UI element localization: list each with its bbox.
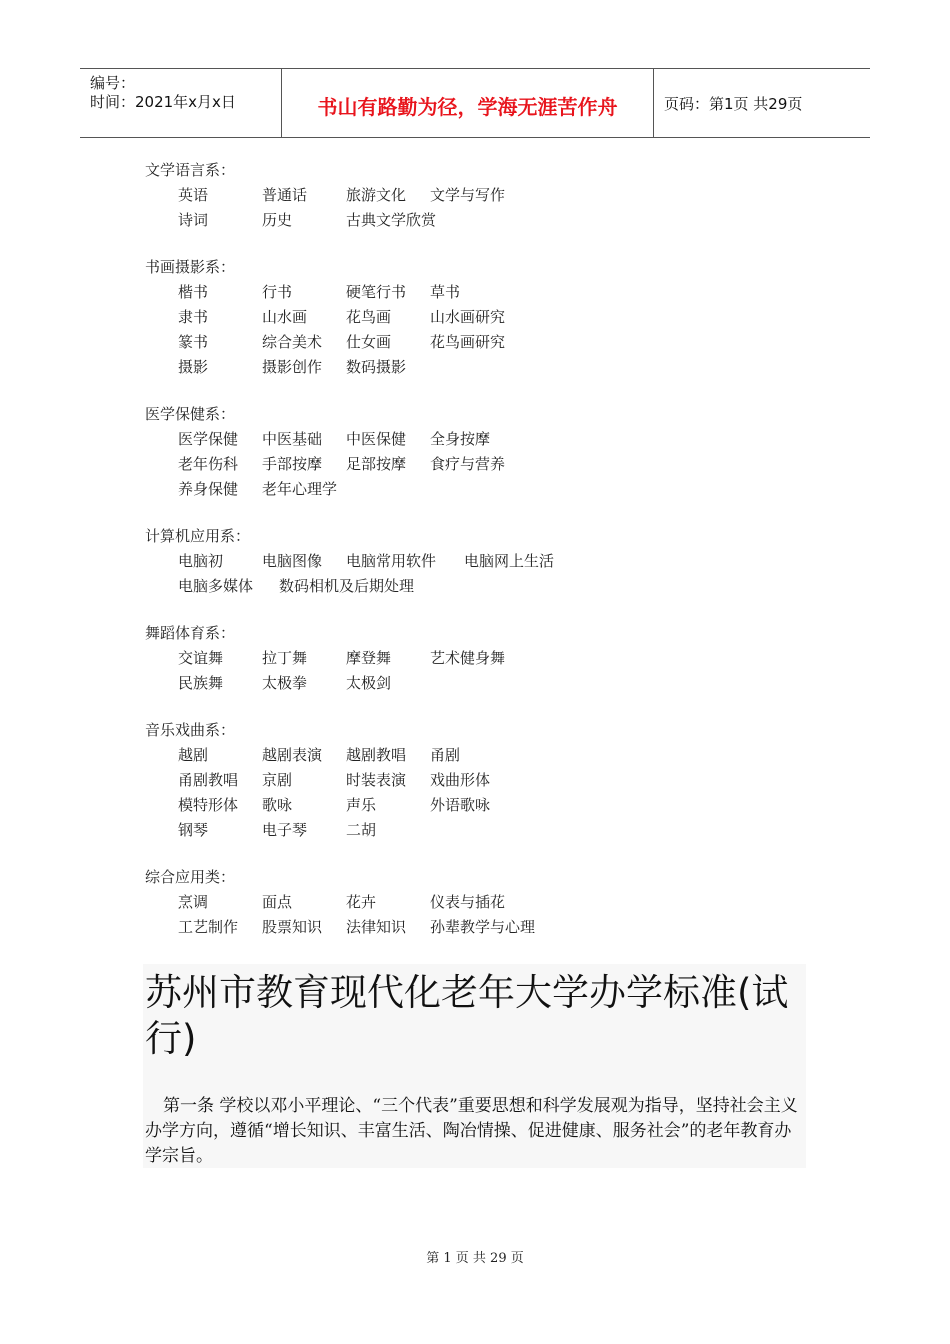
course-row	[145, 477, 815, 502]
course-name: 电脑图像	[262, 552, 323, 570]
department-section	[145, 865, 815, 940]
main-title: 苏州市教育现代化老年大学办学标准(试行)	[145, 971, 789, 1060]
document-date: 时间：2021年x月x日	[90, 93, 236, 111]
course-name: 太极剑	[346, 674, 392, 692]
course-row	[145, 280, 815, 305]
department-title: 文学语言系：	[145, 161, 236, 179]
course-name: 旅游文化	[346, 186, 407, 204]
course-name: 民族舞	[178, 674, 224, 692]
department-title: 音乐戏曲系：	[145, 721, 236, 739]
course-row	[145, 915, 815, 940]
course-row	[145, 427, 815, 452]
page-footer: 第 1 页 共 29 页	[426, 1251, 524, 1266]
department-section	[145, 255, 815, 380]
course-name: 诗词	[178, 211, 209, 229]
course-name: 山水画研究	[430, 308, 506, 326]
department-section	[145, 621, 815, 696]
course-name: 中医保健	[346, 430, 407, 448]
course-name: 文学与写作	[430, 186, 506, 204]
article-one-paragraph: 第一条 学校以邓小平理论、“三个代表”重要思想和科学发展观为指导，坚持社会主义办学方向，遵循“增长知识、丰富生活、陶冶情操、促进健康、服务社会”的老年教育办学宗旨。	[145, 1096, 798, 1166]
course-name: 拉丁舞	[262, 649, 308, 667]
department-title: 综合应用类：	[145, 868, 236, 886]
course-name: 山水画	[262, 308, 308, 326]
course-name: 二胡	[346, 821, 377, 839]
course-name: 艺术健身舞	[430, 649, 506, 667]
page-number-info: 页码：第1页 共29页	[664, 95, 803, 113]
course-row	[145, 793, 815, 818]
course-name: 仕女画	[346, 333, 392, 351]
course-name: 模特形体	[178, 796, 239, 814]
course-name: 历史	[262, 211, 293, 229]
course-name: 花鸟画研究	[430, 333, 506, 351]
department-title: 舞蹈体育系：	[145, 624, 236, 642]
department-section	[145, 158, 815, 233]
course-name: 花鸟画	[346, 308, 392, 326]
course-name: 仪表与插花	[430, 893, 506, 911]
course-row	[145, 574, 815, 599]
course-name: 数码相机及后期处理	[279, 577, 415, 595]
header-meta	[80, 69, 282, 137]
course-list	[145, 158, 815, 962]
course-name: 烹调	[178, 893, 209, 911]
header-motto-cell	[282, 69, 654, 137]
course-row	[145, 768, 815, 793]
department-title: 医学保健系：	[145, 405, 236, 423]
course-name: 全身按摩	[430, 430, 491, 448]
course-name: 英语	[178, 186, 209, 204]
course-name: 戏曲形体	[430, 771, 491, 789]
course-name: 时装表演	[346, 771, 407, 789]
course-name: 工艺制作	[178, 918, 239, 936]
course-name: 医学保健	[178, 430, 239, 448]
course-name: 孙辈教学与心理	[430, 918, 536, 936]
course-name: 手部按摩	[262, 455, 323, 473]
course-name: 甬剧	[430, 746, 461, 764]
course-name: 电脑初	[178, 552, 224, 570]
course-name: 电脑多媒体	[178, 577, 254, 595]
course-name: 楷书	[178, 283, 209, 301]
course-name: 食疗与营养	[430, 455, 506, 473]
course-name: 中医基础	[262, 430, 323, 448]
course-name: 股票知识	[262, 918, 323, 936]
course-row	[145, 355, 815, 380]
course-name: 行书	[262, 283, 293, 301]
course-row	[145, 452, 815, 477]
course-name: 古典文学欣赏	[346, 211, 437, 229]
course-name: 普通话	[262, 186, 308, 204]
course-name: 老年心理学	[262, 480, 338, 498]
document-number-label: 编号：	[90, 74, 136, 92]
course-row	[145, 549, 815, 574]
standard-section	[143, 964, 806, 1168]
course-name: 越剧表演	[262, 746, 323, 764]
course-name: 越剧	[178, 746, 209, 764]
course-name: 外语歌咏	[430, 796, 491, 814]
course-name: 电子琴	[262, 821, 308, 839]
course-row	[145, 890, 815, 915]
department-section	[145, 524, 815, 599]
course-name: 综合美术	[262, 333, 323, 351]
course-name: 老年伤科	[178, 455, 239, 473]
course-name: 面点	[262, 893, 293, 911]
course-name: 太极拳	[262, 674, 308, 692]
department-section	[145, 402, 815, 502]
motto: 书山有路勤为径，学海无涯苦作舟	[317, 95, 618, 119]
course-row	[145, 818, 815, 843]
course-name: 隶书	[178, 308, 209, 326]
course-name: 声乐	[346, 796, 377, 814]
page-header	[80, 68, 870, 138]
course-name: 足部按摩	[346, 455, 407, 473]
course-name: 摄影创作	[262, 358, 323, 376]
course-name: 养身保健	[178, 480, 239, 498]
course-row	[145, 208, 815, 233]
department-title: 计算机应用系：	[145, 527, 251, 545]
course-name: 篆书	[178, 333, 209, 351]
course-name: 甬剧教唱	[178, 771, 239, 789]
header-page-cell	[654, 69, 870, 137]
course-name: 越剧教唱	[346, 746, 407, 764]
course-row	[145, 743, 815, 768]
course-name: 摄影	[178, 358, 209, 376]
course-row	[145, 671, 815, 696]
course-name: 草书	[430, 283, 461, 301]
course-name: 钢琴	[178, 821, 209, 839]
course-row	[145, 305, 815, 330]
department-title: 书画摄影系：	[145, 258, 236, 276]
course-name: 数码摄影	[346, 358, 407, 376]
course-name: 花卉	[346, 893, 377, 911]
course-name: 硬笔行书	[346, 283, 407, 301]
course-name: 法律知识	[346, 918, 407, 936]
course-name: 摩登舞	[346, 649, 392, 667]
course-name: 电脑常用软件	[346, 552, 437, 570]
course-row	[145, 183, 815, 208]
course-name: 歌咏	[262, 796, 293, 814]
department-section	[145, 718, 815, 843]
course-row	[145, 646, 815, 671]
course-name: 京剧	[262, 771, 293, 789]
course-row	[145, 330, 815, 355]
course-name: 电脑网上生活	[464, 552, 555, 570]
course-name: 交谊舞	[178, 649, 224, 667]
